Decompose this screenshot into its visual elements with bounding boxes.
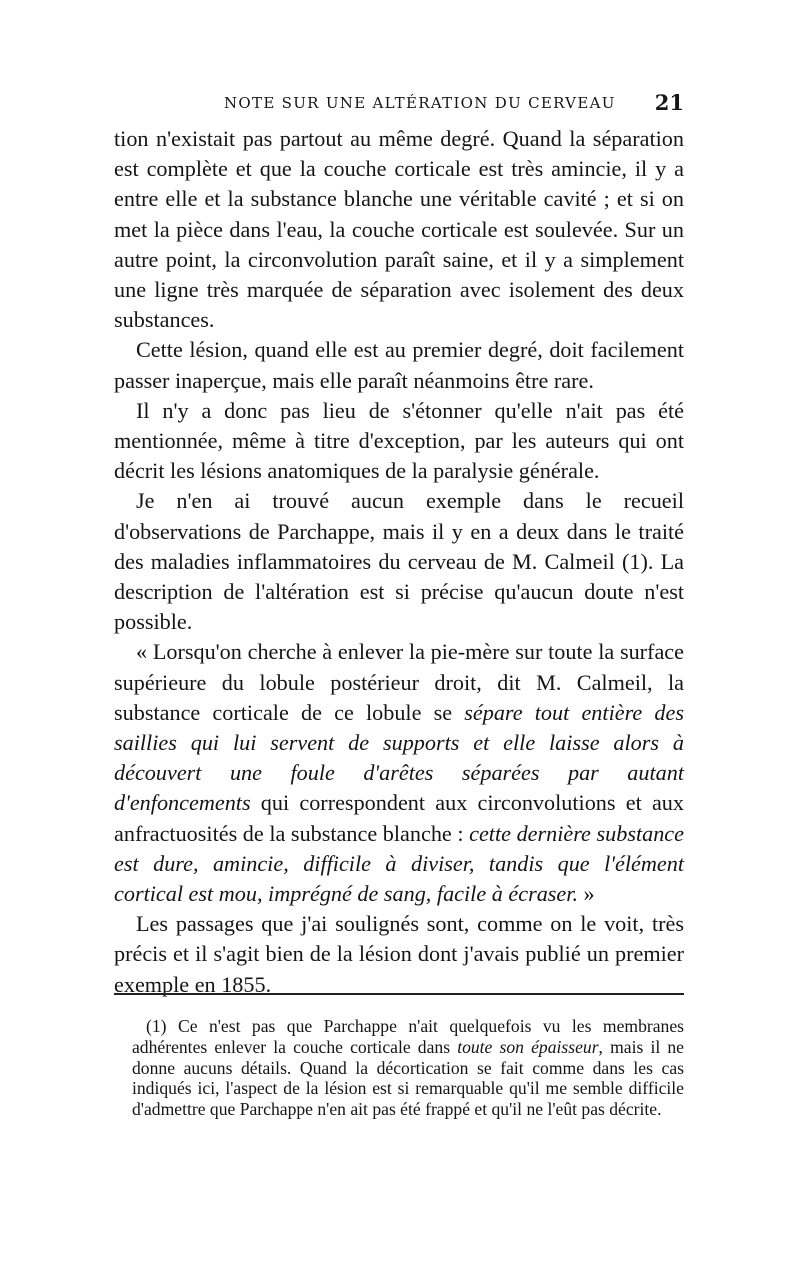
paragraph-4 — [114, 486, 684, 637]
quote-text-2: qui correspondent aux circonvolutions et aux anfractuosités de la substance blanche : — [114, 790, 684, 846]
paragraph-3-text: Il n'y a donc pas lieu de s'étonner qu'elle n'ait pas été mentionnée, même à titre d'exception, par les auteurs qui ont décrit les lésions anatomiques de la paralysie générale. — [114, 397, 684, 484]
footnote-text-2: , mais il ne donne aucuns détails. Quand la décortication se fait comme dans les cas indiqués ici, l'aspect de la lésion est si remarquable qu'il me semble difficile d'admettre que Parchappe n'en ait pas été frappé et qu'il ne l'eût pas décrite. — [132, 1036, 684, 1120]
paragraph-1-text: tion n'existait pas partout au même degré. Quand la séparation est complète et que la couche corticale est très amincie, il y a entre elle et la substance blanche une véritable cavité ; et si on met la pièce dans l'eau, la couche corticale est soulevée. Sur un autre point, la circonvolution paraît saine, et il y a simplement une ligne très marquée de séparation avec isolement des deux substances. — [114, 126, 684, 333]
paragraph-5-quote — [114, 637, 684, 909]
footnote-italic: toute son épaisseur — [457, 1036, 599, 1057]
running-head-title: NOTE SUR UNE ALTÉRATION DU CERVEAU — [224, 94, 616, 112]
quote-close: » — [578, 881, 595, 907]
footnote — [132, 1016, 684, 1120]
paragraph-3 — [114, 396, 684, 487]
footnote-text-1: (1) Ce n'est pas que Parchappe n'ait quelquefois vu les membranes adhérentes enlever la couche corticale dans — [132, 1016, 684, 1057]
paragraph-6 — [114, 909, 684, 1000]
paragraph-2 — [114, 335, 684, 395]
quote-italic-1: sépare tout entière des saillies qui lui servent de supports et elle laisse alors à découvert une foule d'arêtes séparées par autant d'enfoncements — [114, 699, 684, 816]
footnote-divider — [114, 993, 684, 995]
running-head — [112, 90, 684, 120]
paragraph-2-text: Cette lésion, quand elle est au premier degré, doit facilement passer inaperçue, mais elle paraît néanmoins être rare. — [114, 337, 684, 393]
quote-text-1: « Lorsqu'on cherche à enlever la pie-mère sur toute la surface supérieure du lobule postérieur droit, dit M. Calmeil, la substance corticale de ce lobule se — [114, 639, 684, 725]
page-number: 21 — [654, 90, 684, 115]
paragraph-1 — [114, 124, 684, 335]
quote-italic-2: cette dernière substance est dure, amincie, difficile à diviser, tandis que l'élément cortical est mou, imprégné de sang, facile à écraser. — [114, 820, 685, 907]
paragraph-4-text: Je n'en ai trouvé aucun exemple dans le recueil d'observations de Parchappe, mais il y en a deux dans le traité des maladies inflammatoires du cerveau de M. Calmeil (1). La description de l'altération est si précise qu'aucun doute n'est possible. — [114, 488, 684, 635]
paragraph-6-text: Les passages que j'ai soulignés sont, comme on le voit, très précis et il s'agit bien de la lésion dont j'avais publié un premier exemple en 1855. — [114, 911, 684, 997]
body-text — [114, 124, 684, 1000]
